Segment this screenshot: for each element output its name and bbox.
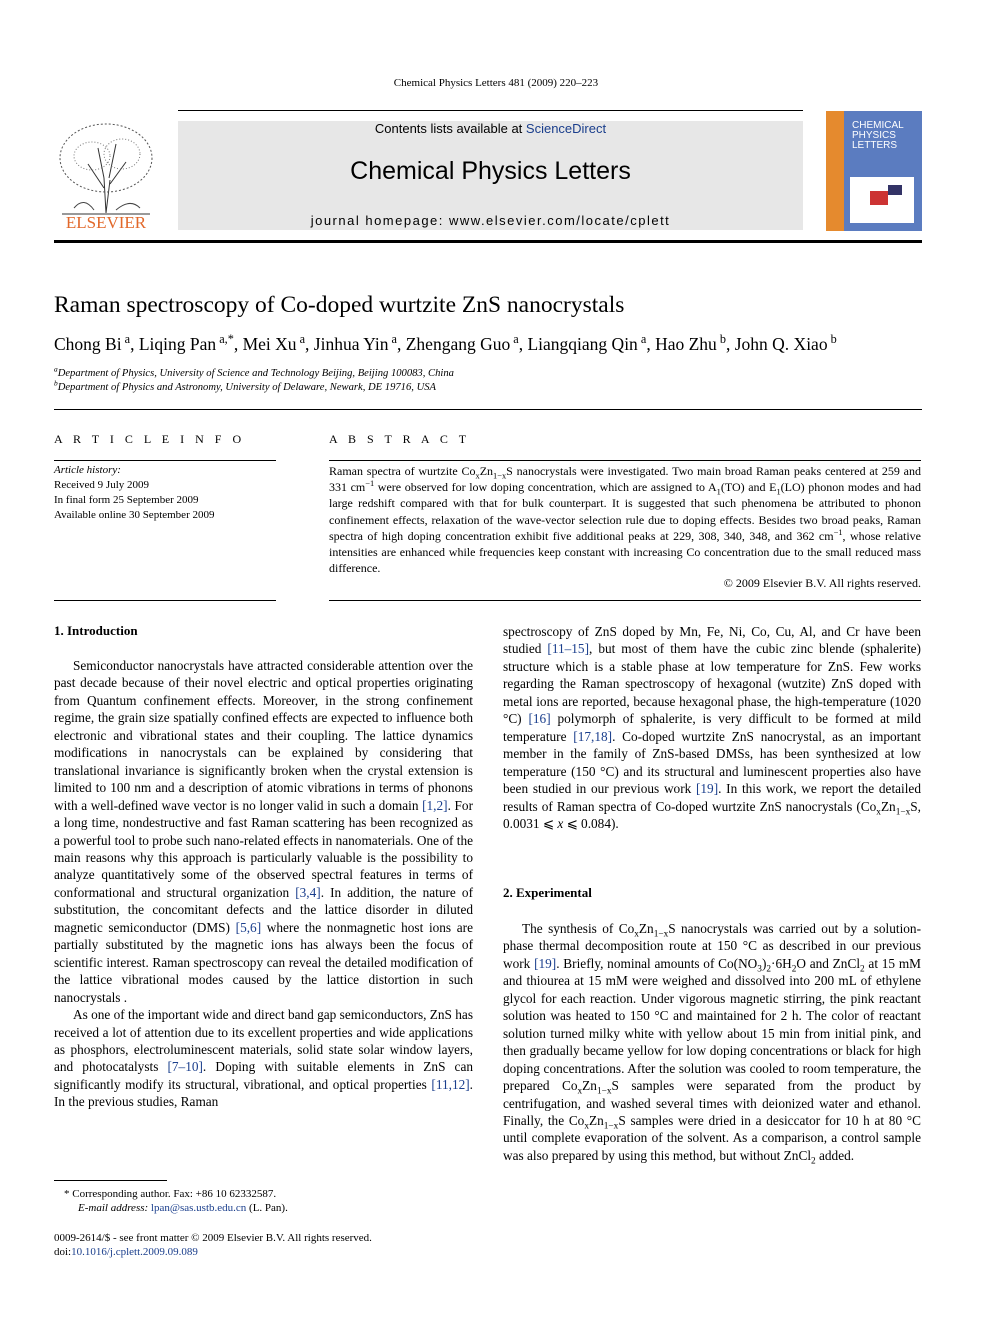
affiliation-rule [54,409,922,410]
journal-cover-image [826,111,922,231]
article-info-bottom-rule [54,600,276,601]
abstract-heading: A B S T R A C T [329,432,471,446]
email-note [78,1201,288,1215]
copyright-line: © 2009 Elsevier B.V. All rights reserved. [723,576,921,590]
affiliation-b: $^b$Department of Physics and Astronomy, University of Delaware, Newark, DE 19716, USA [54,378,436,393]
doi-link[interactable]: 10.1016/j.cplett.2009.09.089 [71,1246,198,1258]
elsevier-wordmark: ELSEVIER [65,213,147,230]
article-title: Raman spectroscopy of Co-doped wurtzite ZnS nanocrystals [54,292,625,318]
cover-title-line1: CHEMICAL [852,120,904,131]
sciencedirect-link[interactable]: ScienceDirect [525,121,607,136]
intro-paragraph-2: As one of the important wide and direct band gap semiconductors, ZnS has received a lot of attention due to its excellent properties and wide applications as phosphors, electroluminescent materials, solid state solar window layers, and photocatalysts [7–10]. Doping with suitable elements in ZnS can significantly modify its structural, vibrational, and optical properties [11,12]. In the previous studies, Raman [54,1007,474,1110]
author-list: Chong Bi $^a$, Liqing Pan $^{a,*}$, Mei Xu $^a$, Jinhua Yin $^a$, Zhengang Guo $^a$, Liangqiang Qin $^a$, Hao Zhu $^b$, John Q. Xiao $^b$ [54,332,837,354]
cover-title-line3: LETTERS [852,140,898,151]
journal-citation: Chemical Physics Letters 481 (2009) 220–223 [393,77,599,89]
journal-name: Chemical Physics Letters [350,157,631,185]
email-label: E-mail address: [78,1202,151,1214]
contents-prefix: Contents lists available at [374,121,526,136]
history-label: Article history: [54,464,121,476]
experimental-paragraph-1: The synthesis of $Co_xZn_{1-x}S$ nanocrystals was carried out by a solution-phase thermal decomposition route at 150 °C as described in our previous work [19]. Briefly, nominal amounts of $Co(NO_3)_2\cdot 6H_2O$ and ZnCl$_2$ at 15 mM and thiourea at 15 mM were weighed and dissolved into 200 mL of ethylene glycol for each reaction. Under vigorous magnetic stirring, the pink reactant solution was heated to 150 °C and maintained for 2 h. The color of reactant solution turned milky white with yellow about 15 min from initial pink, and then gradually became yellow for low doping concentrations or black for high doping concentrations. After the solution was cooled to room temperature, the prepared $Co_xZn_{1-x}S$ samples were separated from the product by centrifugation, and washed several times with deionized water and ethanol. Finally, the $Co_xZn_{1-x}S$ samples were dried in a desiccator for 10 h at 80 °C until complete evaporation of the solvent. As a comparison, a control sample was also prepared by using this method, but without ZnCl$_2$ added. [503,921,921,1167]
doi-line [54,1245,198,1259]
abstract-rule [329,460,921,461]
issn-line: 0009-2614/$ - see front matter © 2009 Elsevier B.V. All rights reserved. [54,1232,372,1244]
header-top-rule [178,110,803,111]
intro-paragraph-1: Semiconductor nanocrystals have attracted considerable attention over the past decade because of their novel electric and optical properties originating from Quantum confinement effects. Moreover, in the strong confinement regime, the grain size spatially confined effects are expected to influence both electronic and vibrational states and their coupling. The lattice dynamics modifications in nanocrystals can be explained by considering that translational invariance is significantly broken when the crystal extension is limited to 100 nm and a description of atomic vibrations in terms of phonons with a well-defined wave vector is no longer valid in such a domain [1,2]. For a long time, nondestructive and fast Raman scattering has been recognized as a powerful tool to probe such nano-related effects in nanomaterials. One of the main reasons why this approach is particularly valuable is the possibility to analyze quantitatively some of the observed spectral features in terms of conformational and structural organization [3,4]. In addition, the nature of substitution, the concomitant defects and the lattice disorder in diluted magnetic semiconductor (DMS) [5,6] where the nonmagnetic host ions are partially substituted by the magnetic ions has always been the focus of scientific interest. Raman spectroscopy can reveal the detailed modification of the lattice vibrational modes caused by the lattice distortion in such nanocrystals . [54,658,473,1005]
email-link[interactable]: lpan@sas.ustb.edu.cn [150,1202,247,1214]
article-info-heading: A R T I C L E I N F O [54,432,246,446]
section-heading-introduction: 1. Introduction [54,623,138,638]
email-suffix: (L. Pan). [246,1202,288,1214]
abstract-text: Raman spectra of wurtzite $Co_xZn_{1-x}S$ nanocrystals were investigated. Two main broad Raman peaks centered at 259 and 331 $cm^{-1}$ were observed for low doping concentration, which are assigned to $A_1(TO)$ and $E_1(LO)$ phonon modes and had large redshift compared with that for bulk counterpart. It is suggested that such phenomena be attributed to phonon confinement effects, relaxation of the wave-vector selection rule due to doping effects. Besides two broad peaks, Raman spectra of high doping concentration exhibit five additional peaks at 229, 308, 340, 348, and 362 $cm^{-1}$, whose relative intensities are enhanced while frequencies keep constant with increasing Co concentration due to the small reduced mass difference. [329,464,922,576]
elsevier-logo [54,118,158,230]
footnote-rule [54,1180,167,1181]
affiliation-a: $^a$Department of Physics, University of Science and Technology Beijing, Beijing 100083, China [54,364,454,379]
article-history [54,463,214,523]
received-date: Received 9 July 2009 [54,479,150,491]
online-date: Available online 30 September 2009 [54,509,215,521]
header-thick-rule [54,240,922,243]
journal-homepage[interactable]: journal homepage: www.elsevier.com/locate/cplett [310,213,671,228]
abstract-bottom-rule [329,600,921,601]
elsevier-tree-icon [54,118,158,230]
revised-date: In final form 25 September 2009 [54,494,199,506]
article-info-rule [54,460,276,461]
section-heading-experimental: 2. Experimental [503,885,592,900]
contents-line [178,121,803,136]
cover-title-line2: PHYSICS [852,130,896,141]
intro-paragraph-3: spectroscopy of ZnS doped by Mn, Fe, Ni, Co, Cu, Al, and Cr have been studied [11–15], but most of them have the cubic zinc blende (sphalerite) structure which is a stable phase at low temperature for ZnS. Few works regarding the Raman spectroscopy of hexagonal (wutzite) ZnS doped with metal ions are reported, because hexagonal phase, the high-temperature (1020 °C) [16] polymorph of sphalerite, is very difficult to be formed at mild temperature [17,18]. Co-doped wurtzite ZnS nanocrystal, as an important member in the family of ZnS-based DMSs, has been synthesized at low temperature (150 °C) and its structural and luminescent properties also have been studied in our previous work [19]. In this work, we report the detailed results of Raman spectra of Co-doped wurtzite ZnS nanocrystals ($Co_xZn_{1-x}S$, 0.0031 ⩽ x ⩽ 0.084). [503,624,921,831]
corresponding-author-note: * Corresponding author. Fax: +86 10 62332587. [64,1188,277,1200]
left-column [54,657,473,1111]
doi-prefix: doi: [54,1246,72,1258]
